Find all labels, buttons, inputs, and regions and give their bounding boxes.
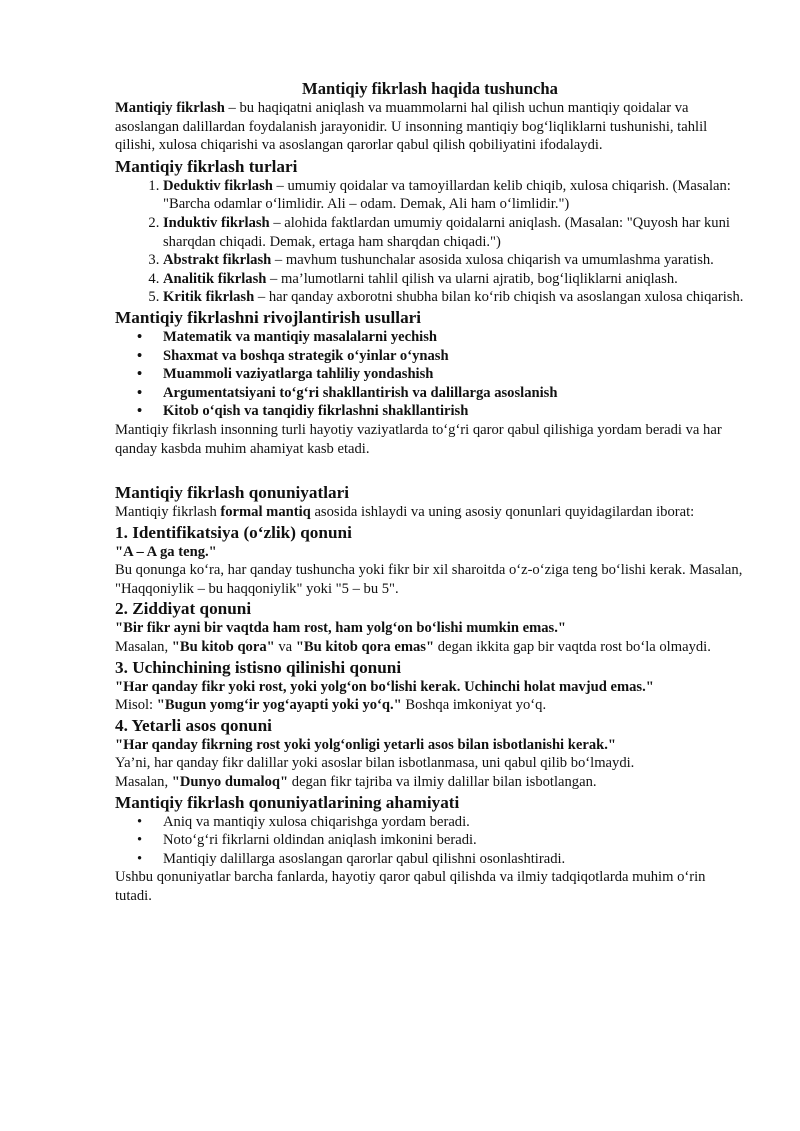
types-list	[115, 177, 745, 307]
document-title: Mantiqiy fikrlash haqida tushuncha	[302, 79, 558, 98]
intro-paragraph	[115, 99, 745, 155]
laws-heading: Mantiqiy fikrlash qonuniyatlari	[115, 483, 349, 503]
importance-outro: Ushbu qonuniyatlar barcha fanlarda, hayotiy qaror qabul qilishda va ilmiy tadqiqotlarda muhim o‘rin tutadi.	[115, 869, 706, 904]
list-item: • Noto‘g‘ri fikrlarni oldindan aniqlash imkonini beradi.	[163, 831, 745, 850]
intro-term: Mantiqiy fikrlash	[115, 100, 225, 116]
law4-quote: "Har qanday fikrning rost yoki yolg‘onligi yetarli asos bilan isbotlanishi kerak."	[115, 736, 616, 753]
types-heading: Mantiqiy fikrlash turlari	[115, 156, 298, 176]
list-item: • Kitob o‘qish va tanqidiy fikrlashni shakllantirish	[163, 402, 745, 421]
law3-text: Misol: "Bugun yomg‘ir yog‘ayapti yoki yo‘q." Boshqa imkoniyat yo‘q.	[115, 697, 547, 714]
law1-quote: "A – A ga teng."	[115, 543, 217, 560]
law2-quote: "Bir fikr ayni bir vaqtda ham rost, ham yolg‘on bo‘lishi mumkin emas."	[115, 620, 566, 637]
list-item: 1. Deduktiv fikrlash – umumiy qoidalar va tamoyillardan kelib chiqib, xulosa chiqarish. (Masalan: "Barcha odamlar o‘limlidir. Ali – odam. Demak, Ali ham o‘limlidir.")	[163, 177, 745, 214]
law2-text: Masalan, "Bu kitob qora" va "Bu kitob qora emas" degan ikkita gap bir vaqtda rost bo‘la olmaydi.	[115, 639, 711, 656]
list-item: • Shaxmat va boshqa strategik o‘yinlar o‘ynash	[163, 347, 745, 366]
law3-heading: 3. Uchinchining istisno qilinishi qonuni	[115, 657, 402, 677]
list-item: 3. Abstrakt fikrlash – mavhum tushunchalar asosida xulosa chiqarish va umumlashma yaratish.	[163, 251, 745, 270]
list-item: • Mantiqiy dalillarga asoslangan qarorlar qabul qilishni osonlashtiradi.	[163, 850, 745, 869]
list-item: 5. Kritik fikrlash – har qanday axborotni shubha bilan ko‘rib chiqish va asoslangan xulosa chiqarish.	[163, 288, 745, 307]
list-item: • Muammoli vaziyatlarga tahliliy yondashish	[163, 365, 745, 384]
law4-text-2: Masalan, "Dunyo dumaloq" degan fikr tajriba va ilmiy dalillar bilan isbotlangan.	[115, 774, 597, 791]
laws-intro: Mantiqiy fikrlash formal mantiq asosida ishlaydi va uning asosiy qonunlari quyidagilardan iborat:	[115, 504, 695, 521]
law1-heading: 1. Identifikatsiya (o‘zlik) qonuni	[115, 522, 352, 542]
importance-heading: Mantiqiy fikrlash qonuniyatlarining ahamiyati	[115, 792, 460, 812]
intro-text: – bu haqiqatni aniqlash va muammolarni hal qilish uchun mantiqiy qoidalar va asoslangan dalillardan foydalanish jarayonidir. U insonning mantiqiy bog‘liqliklarni tushunishi, tahlil qilishi, xulosa chiqarishi va asoslangan qarorlar qabul qilish qobiliyatini ifodalaydi.	[115, 100, 708, 154]
methods-outro: Mantiqiy fikrlash insonning turli hayotiy vaziyatlarda to‘g‘ri qaror qabul qilishiga yordam beradi va har qanday kasbda muhim ahamiyat kasb etadi.	[115, 421, 722, 457]
methods-list	[115, 328, 745, 421]
list-item: 2. Induktiv fikrlash – alohida faktlardan umumiy qoidalarni aniqlash. (Masalan: "Quyosh har kuni sharqdan chiqadi. Demak, ertaga ham sharqdan chiqadi.")	[163, 214, 745, 251]
law1-text: Bu qonunga ko‘ra, har qanday tushuncha yoki fikr bir xil sharoitda o‘z-o‘ziga teng bo‘lishi kerak. Masalan, "Haqqoniylik – bu haqqoniylik" yoki "5 – bu 5".	[115, 562, 743, 597]
list-item: • Matematik va mantiqiy masalalarni yechish	[163, 328, 745, 347]
law2-heading: 2. Ziddiyat qonuni	[115, 599, 252, 619]
law4-text-1: Ya’ni, har qanday fikr dalillar yoki asoslar bilan isbotlanmasa, uni qabul qilib bo‘lmaydi.	[115, 755, 635, 772]
law4-heading: 4. Yetarli asos qonuni	[115, 715, 272, 735]
law3-quote: "Har qanday fikr yoki rost, yoki yolg‘on bo‘lishi kerak. Uchinchi holat mavjud emas."	[115, 678, 654, 695]
importance-list	[115, 813, 745, 869]
list-item: • Argumentatsiyani to‘g‘ri shakllantirish va dalillarga asoslanish	[163, 384, 745, 403]
list-item: • Aniq va mantiqiy xulosa chiqarishga yordam beradi.	[163, 813, 745, 832]
document-page	[115, 78, 745, 906]
methods-heading: Mantiqiy fikrlashni rivojlantirish usullari	[115, 307, 422, 327]
list-item: 4. Analitik fikrlash – ma’lumotlarni tahlil qilish va ularni ajratib, bog‘liqliklarni aniqlash.	[163, 270, 745, 289]
